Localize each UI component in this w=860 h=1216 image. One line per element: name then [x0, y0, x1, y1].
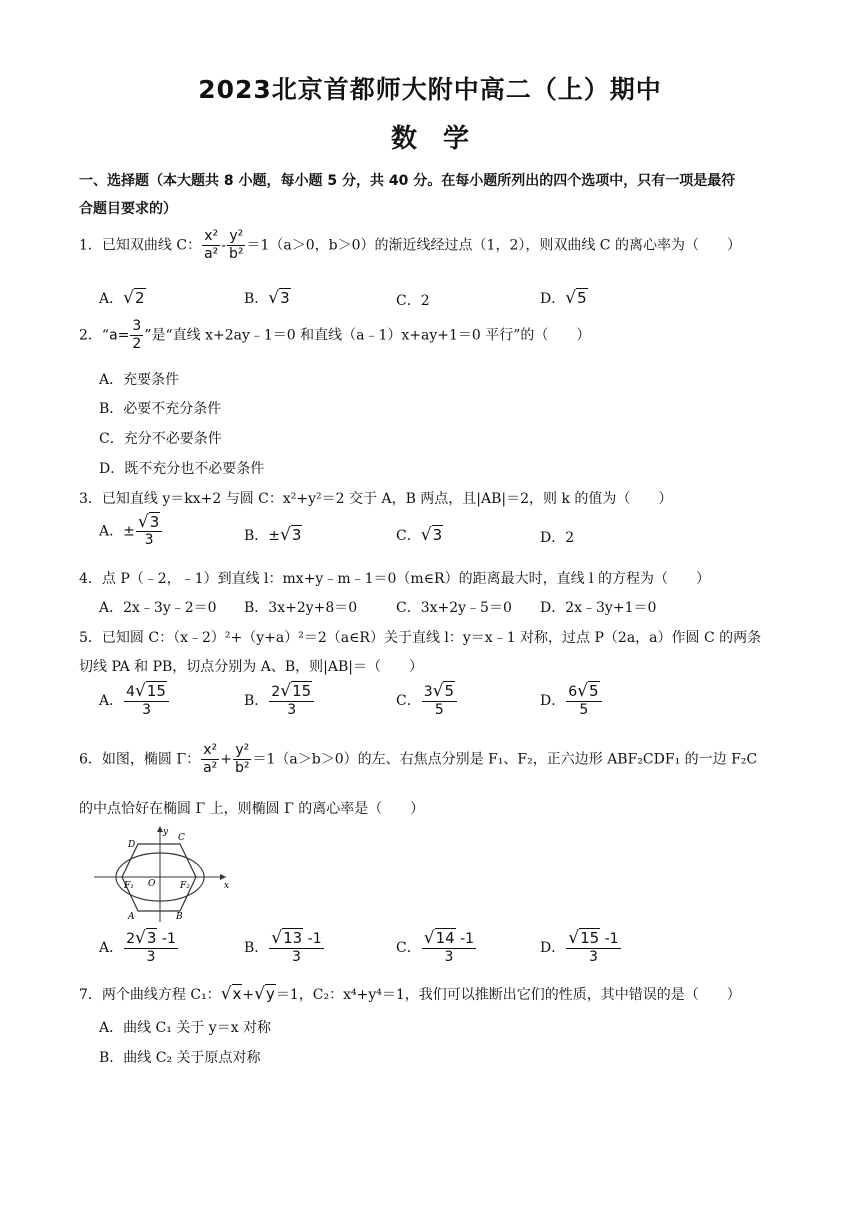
- question-4: 4．点 P（﹣2，﹣1）到直线 l：mx+y﹣m﹣1＝0（m∈R）的距离最大时，直线 l 的方程为（ ）: [79, 571, 710, 587]
- coef: 6: [568, 684, 578, 700]
- q6-option-b[interactable]: [244, 930, 325, 966]
- label-y: y: [163, 827, 169, 837]
- option-label: C．: [396, 528, 421, 544]
- frac-den: a²: [204, 246, 219, 262]
- frac-sqrt13-minus1-3: [269, 930, 323, 966]
- sqrt-3: √3: [268, 288, 290, 308]
- x-axis-arrow: [220, 874, 226, 880]
- frac-den: b²: [229, 246, 244, 262]
- option-label: A．: [99, 291, 124, 307]
- frac-sqrt15-minus1-3: [566, 930, 620, 966]
- option-label: B．: [244, 940, 269, 956]
- q2-stem-pre: 2．“: [79, 327, 110, 344]
- frac-num: y²: [235, 742, 250, 758]
- frac-den: 3: [144, 532, 154, 548]
- q6-option-a[interactable]: [99, 930, 179, 966]
- option-label: A．: [99, 693, 124, 709]
- question-5-line2: 切线 PA 和 PB，切点分别为 A、B，则|AB|＝（ ）: [79, 659, 423, 675]
- q1-option-b[interactable]: [244, 288, 291, 308]
- q6-frac-y2b2: [233, 742, 252, 777]
- plus-sign: +: [242, 987, 255, 1003]
- frac-den: 3: [142, 702, 152, 718]
- radicand: 3: [146, 929, 157, 947]
- q6-option-d[interactable]: [540, 930, 622, 966]
- option-label: D．: [540, 940, 566, 956]
- option-label: D．: [540, 693, 566, 709]
- sqrt-5: √5: [577, 681, 599, 701]
- frac-den: 3: [146, 949, 156, 965]
- q6-stem-post: ＝1（a＞b＞0）的左、右焦点分别是 F₁、F₂，正六边形 ABF₂CDF₁ 的一边 F₂C: [252, 751, 758, 768]
- sqrt-5: √5: [432, 681, 455, 701]
- minus-one: -1: [303, 931, 322, 947]
- minus-one: -1: [600, 931, 619, 947]
- q5-option-b[interactable]: [244, 683, 315, 719]
- q1-frac-y2b2: [227, 228, 246, 263]
- q7-option-a[interactable]: A．曲线 C₁ 关于 y＝x 对称: [99, 1020, 272, 1036]
- label-B: B: [176, 912, 183, 922]
- radicand: 15: [292, 682, 312, 700]
- option-label: A．: [99, 940, 124, 956]
- option-label: B．: [244, 291, 269, 307]
- radicand: 3: [432, 526, 443, 544]
- question-7: [79, 984, 741, 1004]
- frac-2sqrt3-minus1-3: [124, 930, 178, 966]
- minus-sign: -: [221, 237, 227, 254]
- frac-den: 3: [287, 702, 297, 718]
- sqrt-14: √14: [423, 928, 455, 948]
- q7-option-b[interactable]: B．曲线 C₂ 关于原点对称: [99, 1050, 261, 1066]
- frac-num: [269, 930, 323, 949]
- radicand: 14: [435, 929, 455, 947]
- frac-num: [566, 930, 620, 949]
- frac-den: 3: [588, 949, 598, 965]
- sqrt-15: √15: [135, 681, 166, 701]
- frac-3sqrt5-5: [422, 683, 457, 719]
- a-equals: a=: [109, 327, 130, 344]
- sqrt-2: √2: [123, 288, 145, 308]
- radicand: 3: [280, 289, 290, 307]
- q3-option-d[interactable]: D．2: [540, 530, 575, 546]
- label-O: O: [148, 879, 156, 889]
- frac-den: b²: [235, 760, 250, 776]
- radicand: 5: [444, 682, 455, 700]
- frac-sqrt3-3: [136, 514, 162, 549]
- frac-num: [124, 930, 178, 949]
- coef: 3: [423, 684, 433, 700]
- frac-2sqrt15-3: [269, 683, 314, 719]
- question-6-line2: 的中点恰好在椭圆 Γ 上，则椭圆 Γ 的离心率是（ ）: [79, 801, 425, 817]
- option-label: C．: [396, 693, 421, 709]
- question-1: [79, 228, 741, 263]
- q3-option-a[interactable]: [99, 514, 163, 549]
- radicand: 2: [134, 289, 145, 307]
- q2-frac-3-2: [130, 318, 143, 353]
- q6-option-c[interactable]: [396, 930, 477, 966]
- q4-option-b[interactable]: B．3x+2y+8＝0: [244, 600, 358, 616]
- q5-option-d[interactable]: [540, 683, 603, 719]
- frac-num: [269, 683, 314, 702]
- q3-option-b[interactable]: [244, 525, 302, 545]
- q3-option-c[interactable]: [396, 525, 443, 545]
- q5-option-c[interactable]: [396, 683, 458, 719]
- q7-stem-post: ＝1，C₂：x⁴+y⁴＝1，我们可以推断出它们的性质，其中错误的是（ ）: [275, 987, 741, 1003]
- q1-option-d[interactable]: [540, 288, 588, 308]
- frac-den: 5: [434, 702, 444, 718]
- radicand: x: [232, 985, 242, 1003]
- q2-option-a[interactable]: A．充要条件: [99, 372, 180, 388]
- label-F2: F₂: [180, 881, 190, 891]
- option-label: C．: [396, 940, 421, 956]
- q1-stem-post: ＝1（a＞0，b＞0）的渐近线经过点（1，2），则双曲线 C 的离心率为（ ）: [246, 237, 741, 254]
- q4-option-a[interactable]: A．2x﹣3y﹣2＝0: [99, 600, 217, 616]
- sqrt-3: √3: [420, 525, 443, 545]
- frac-den: 2: [132, 336, 142, 352]
- option-label: B．: [244, 528, 269, 544]
- sqrt-x: √x: [220, 984, 242, 1004]
- option-label: A．: [99, 523, 124, 540]
- coef: 2: [126, 931, 136, 947]
- radicand: 15: [146, 682, 166, 700]
- label-A: A: [128, 912, 135, 922]
- plus-minus: ±: [268, 528, 281, 544]
- q2-option-d[interactable]: D．既不充分也不必要条件: [99, 461, 265, 477]
- q1-frac-x2a2: [202, 228, 220, 263]
- option-label: B．: [244, 693, 269, 709]
- sqrt-15: √15: [568, 928, 600, 948]
- frac-num: [566, 683, 601, 702]
- radicand: 13: [283, 929, 303, 947]
- q1-option-c[interactable]: C．2: [396, 293, 430, 309]
- frac-num: √3: [136, 514, 162, 532]
- q7-stem-pre: 7．两个曲线方程 C₁：: [79, 987, 221, 1003]
- frac-den: 3: [292, 949, 301, 965]
- subject-title: 数学: [390, 124, 495, 154]
- frac-num: x²: [203, 742, 218, 758]
- frac-num: x²: [204, 228, 219, 244]
- radicand: 15: [580, 929, 600, 947]
- q1-stem-pre: 1．已知双曲线 C：: [79, 237, 202, 254]
- label-D: D: [128, 840, 136, 850]
- radicand: 3: [149, 513, 160, 531]
- radicand: y: [266, 985, 275, 1003]
- frac-num: [422, 683, 457, 702]
- q2-option-b[interactable]: B．必要不充分条件: [99, 401, 222, 417]
- radicand: 3: [291, 526, 302, 544]
- sqrt-13: √13: [271, 928, 303, 948]
- plus-sign: +: [220, 751, 233, 768]
- question-6-line1: [79, 742, 757, 777]
- sqrt-15: √15: [280, 681, 312, 701]
- radicand: 5: [589, 682, 599, 700]
- label-F1: F₁: [124, 881, 134, 891]
- exam-title: 2023北京首都师大附中高二（上）期中: [198, 75, 662, 104]
- label-x: x: [224, 881, 230, 891]
- ellipse-hexagon-figure: [94, 824, 234, 924]
- frac-den: 5: [579, 702, 589, 718]
- q5-option-a[interactable]: [99, 683, 170, 719]
- label-C: C: [178, 833, 185, 843]
- coef: 4: [126, 684, 136, 700]
- frac-6sqrt5-5: [566, 683, 601, 719]
- sqrt-3: √3: [135, 928, 157, 948]
- plus-minus: ±: [123, 523, 135, 540]
- frac-den: a²: [203, 760, 218, 776]
- sqrt-y: √y: [254, 984, 275, 1004]
- frac-den: 3: [444, 949, 454, 965]
- minus-one: -1: [455, 931, 475, 947]
- section-heading-line1: 一、选择题（本大题共 8 小题，每小题 5 分，共 40 分。在每小题所列出的四个选项中，只有一项是最符: [79, 173, 736, 189]
- q2-option-c[interactable]: C．充分不必要条件: [99, 431, 222, 447]
- section-heading-line2: 合题目要求的）: [79, 201, 177, 217]
- q4-option-d[interactable]: D．2x﹣3y+1＝0: [540, 600, 657, 616]
- minus-one: -1: [157, 931, 176, 947]
- question-5-line1: 5．已知圆 C：（x﹣2）²+（y+a）²＝2（a∈R）关于直线 l：y＝x﹣1 对称，过点 P（2a，a）作圆 C 的两条: [79, 630, 762, 646]
- question-3: 3．已知直线 y＝kx+2 与圆 C：x²+y²＝2 交于 A，B 两点，且|AB|＝2，则 k 的值为（ ）: [79, 491, 673, 507]
- frac-sqrt14-minus1-3: [422, 930, 476, 966]
- q6-stem-pre: 6．如图，椭圆 Γ：: [79, 751, 201, 768]
- coef: 2: [271, 684, 281, 700]
- q2-stem-post: ”是“直线 x+2ay﹣1＝0 和直线（a﹣1）x+ay+1＝0 平行”的（ ）: [144, 327, 591, 344]
- frac-num: [124, 683, 169, 702]
- frac-num: 3: [132, 318, 142, 334]
- sqrt-5: √5: [565, 288, 587, 308]
- q1-option-a[interactable]: [99, 288, 146, 308]
- frac-num: [422, 930, 476, 949]
- frac-num: y²: [229, 228, 244, 244]
- sqrt-3: √3: [280, 525, 302, 545]
- option-label: D．: [540, 291, 566, 307]
- question-2: [79, 318, 590, 353]
- q6-frac-x2a2: [201, 742, 219, 777]
- frac-4sqrt15-3: [124, 683, 169, 719]
- radicand: 5: [577, 289, 587, 307]
- q4-option-c[interactable]: C．3x+2y﹣5＝0: [396, 600, 512, 616]
